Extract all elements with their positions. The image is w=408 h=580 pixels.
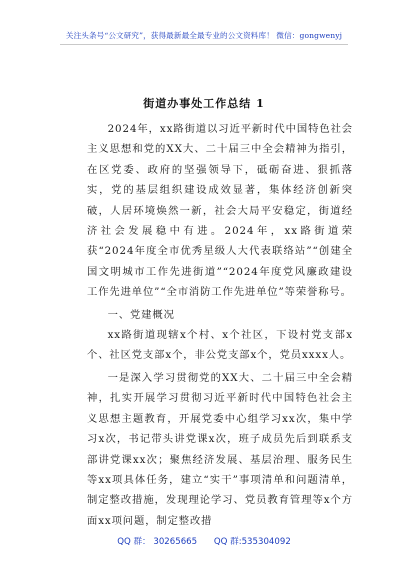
- header-divider: [60, 44, 348, 45]
- header-banner: 关注头条号“公文研究”，获得最新最全最专业的公文资料库！ 微信：gongwenyj: [65, 31, 343, 40]
- document-body: [87, 119, 353, 531]
- paragraph-study-implementation: 一是深入学习贯彻党的XX大、二十届三中全会精神，扎实开展学习贯彻习近平新时代中国特色社会主义思想主题教育，开展党委中心组学习xx次，集中学习x次，书记带头讲党课x次，班子成员先后到联系支部讲党课xx次；聚焦经济发展、基层治理、服务民生等xx项具体任务，建立“实干”事项清单和问题清单，制定整改措施，发现理论学习、党员教育管理等x个方面xx项问题，制定整改措: [87, 371, 353, 527]
- footer-contacts: [0, 535, 408, 547]
- footer-qq-group-1: QQ 群： 30265665: [117, 537, 198, 547]
- section-heading-party-overview: 一、党建概况: [107, 308, 175, 321]
- footer-qq-group-2: QQ 群:535304092: [213, 537, 291, 547]
- paragraph-intro: 2024年，xx路街道以习近平新时代中国特色社会主义思想和党的XX大、二十届三中全会精神为指引，在区党委、政府的坚强领导下，砥砺奋进、狠抓落实，党的基层组织建设成效显著，集体经济创新突破，人居环境焕然一新，社会大局平安稳定，街道经济社会发展稳中有进。2024年，xx路街道荣获“2024年度全市优秀星级人大代表联络站”“创建全国文明城市工作先进街道”“2024年度党风廉政建设工作先进单位”“全市消防工作先进单位”等荣誉称号。: [87, 123, 353, 299]
- paragraph-party-overview: xx路街道现辖x个村、x个社区，下设村党支部x个、社区党支部x个，非公党支部x个，党员xxxx人。: [87, 329, 353, 362]
- document-title: 街道办事处工作总结 1: [143, 97, 265, 110]
